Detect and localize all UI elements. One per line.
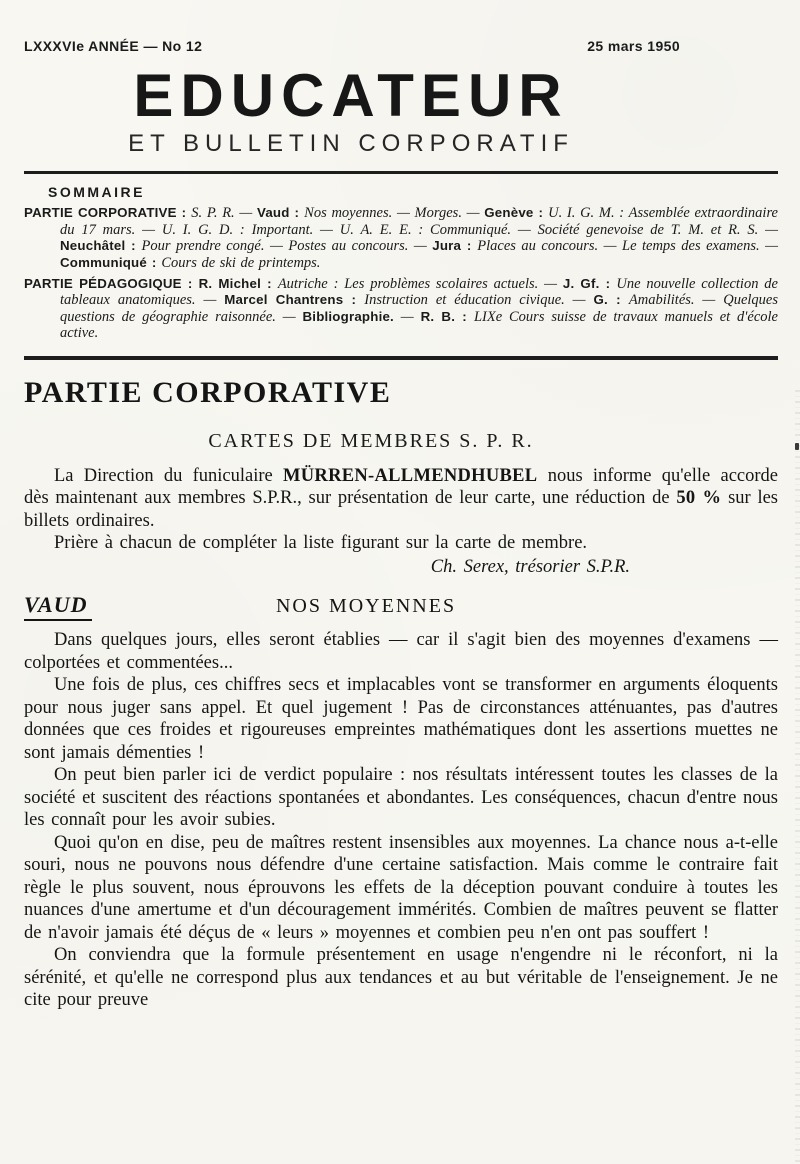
sommaire-entry-corporative bbox=[24, 205, 778, 271]
text-segment: Neuchâtel : bbox=[60, 238, 142, 254]
text-segment: Instruction et éducation civique. — bbox=[364, 292, 594, 309]
text-segment: R. B. : bbox=[420, 308, 474, 324]
text-segment: Amabilités. — Quelques questions de géographie raisonnée. — bbox=[60, 292, 778, 325]
text-segment: Places au concours. — Le temps des examens. — bbox=[477, 238, 778, 255]
text-segment: nous informe qu'elle accorde dès maintenant aux membres S.P.R., sur présentation de leur carte, une réduction de bbox=[24, 465, 778, 509]
text-segment: R. Michel : bbox=[198, 276, 278, 292]
cartes-paragraph-1 bbox=[24, 465, 778, 533]
nos-moyennes-paragraph-1: Dans quelques jours, elles seront établies — car il s'agit bien des moyennes d'examens — colportées et commentées... bbox=[24, 630, 778, 673]
article-title-nos-moyennes: NOS MOYENNES bbox=[275, 595, 457, 618]
sommaire-entry-pedagogique bbox=[24, 276, 778, 342]
text-segment: Marcel Chantrens : bbox=[224, 292, 365, 308]
text-segment: PARTIE PÉDAGOGIQUE : bbox=[24, 276, 199, 292]
masthead-year-line: LXXXVIe ANNÉE — No 12 bbox=[24, 38, 203, 54]
text-segment: Une nouvelle collection de tableaux anatomiques. — bbox=[60, 276, 778, 309]
text-segment: 50 % bbox=[676, 488, 722, 509]
section-heading-partie-corporative: PARTIE CORPORATIVE bbox=[24, 375, 392, 409]
nos-moyennes-paragraph-5: On conviendra que la formule présentement en usage n'engendre ni le réconfort, ni la sérénité, et qu'elle ne correspond plus aux tendances et au but véritable de l'enseignement. Je ne cite pour preuve bbox=[24, 945, 778, 1011]
text-segment: LIXe Cours suisse de travaux manuels et d'école active. bbox=[60, 308, 778, 342]
text-segment: sur les billets ordinaires. bbox=[24, 488, 778, 531]
text-segment: La Direction du funiculaire bbox=[54, 465, 283, 486]
text-segment: S. P. R. — bbox=[191, 205, 257, 222]
text-segment: Cours de ski de printemps. bbox=[161, 254, 321, 271]
sommaire-heading: SOMMAIRE bbox=[48, 184, 145, 201]
text-segment: Autriche : Les problèmes scolaires actuels. — bbox=[277, 276, 563, 293]
text-segment: Bibliographie. bbox=[302, 308, 394, 324]
masthead-date: 25 mars 1950 bbox=[587, 38, 680, 54]
masthead bbox=[24, 38, 778, 54]
text-segment: Jura : bbox=[432, 238, 478, 254]
text-segment: MÜRREN-ALLMENDHUBEL bbox=[283, 465, 538, 486]
vaud-section-header bbox=[24, 592, 778, 622]
text-segment: U. I. G. M. : Assemblée extraordinaire du 17 mars. — U. I. G. D. : Important. — U. A. E. E. : Communiqué. — Société genevoise de T. M. et R. S. — bbox=[60, 205, 778, 238]
scan-edge-artifact bbox=[795, 390, 800, 1164]
nos-moyennes-paragraph-2: Une fois de plus, ces chiffres secs et implacables vont se transformer en arguments éloquents pour nous juger sans appel. Et quel jugement ! Pas de circonstances atténuantes, pas d'autres données que ces froides et rigoureuses empreintes mathématiques dont les assertions muettes ne sont jamais démenties ! bbox=[24, 675, 778, 763]
text-segment: Pour prendre congé. — Postes au concours. — bbox=[141, 238, 433, 255]
text-segment: Nos moyennes. — Morges. — bbox=[304, 205, 485, 222]
text-segment: — bbox=[393, 308, 421, 325]
text-segment: PARTIE CORPORATIVE : bbox=[24, 205, 192, 221]
horizontal-rule-top bbox=[24, 171, 778, 174]
text-segment: Communiqué : bbox=[60, 254, 162, 270]
cartes-article-body bbox=[24, 465, 778, 579]
journal-title: EDUCATEUR bbox=[133, 62, 569, 129]
journal-subtitle: ET BULLETIN CORPORATIF bbox=[128, 130, 574, 157]
sommaire-section bbox=[24, 184, 778, 341]
text-segment: G. : bbox=[593, 292, 629, 308]
region-label-vaud: VAUD bbox=[24, 592, 92, 621]
text-segment: J. Gf. : bbox=[562, 276, 617, 292]
text-segment: Vaud : bbox=[257, 205, 305, 221]
cartes-paragraph-2: Prière à chacun de compléter la liste figurant sur la carte de membre. bbox=[54, 533, 588, 554]
nos-moyennes-article-body bbox=[24, 629, 778, 1012]
horizontal-rule-sommaire-bottom bbox=[24, 356, 778, 360]
nos-moyennes-paragraph-3: On peut bien parler ici de verdict populaire : nos résultats intéressent toutes les classes de la société et suscitent des réactions spontanées et abondantes. Les conséquences, chacun d'entre nous les connaît pour les avoir subies. bbox=[24, 765, 778, 831]
title-block bbox=[24, 64, 778, 157]
article-title-cartes-de-membres: CARTES DE MEMBRES S. P. R. bbox=[208, 429, 534, 452]
nos-moyennes-paragraph-4: Quoi qu'on en dise, peu de maîtres restent insensibles aux moyennes. La chance nous a-t-elle souri, nous ne pouvons nous défendre d'une certaine satisfaction. Mais comme le contraire fait règle le plus souvent, nous éprouvons les effets de la déception pouvant conduire à toutes les nuances d'une amertume et d'un découragement immérités. Combien de maîtres peuvent se flatter de n'avoir jamais été déçus de « leurs » moyennes et combien peu n'en ont pas souffert ! bbox=[24, 832, 778, 943]
scan-speck-artifact bbox=[795, 443, 799, 450]
text-segment: Genève : bbox=[484, 205, 549, 221]
signature-tresorier: Ch. Serex, trésorier S.P.R. bbox=[430, 556, 630, 577]
